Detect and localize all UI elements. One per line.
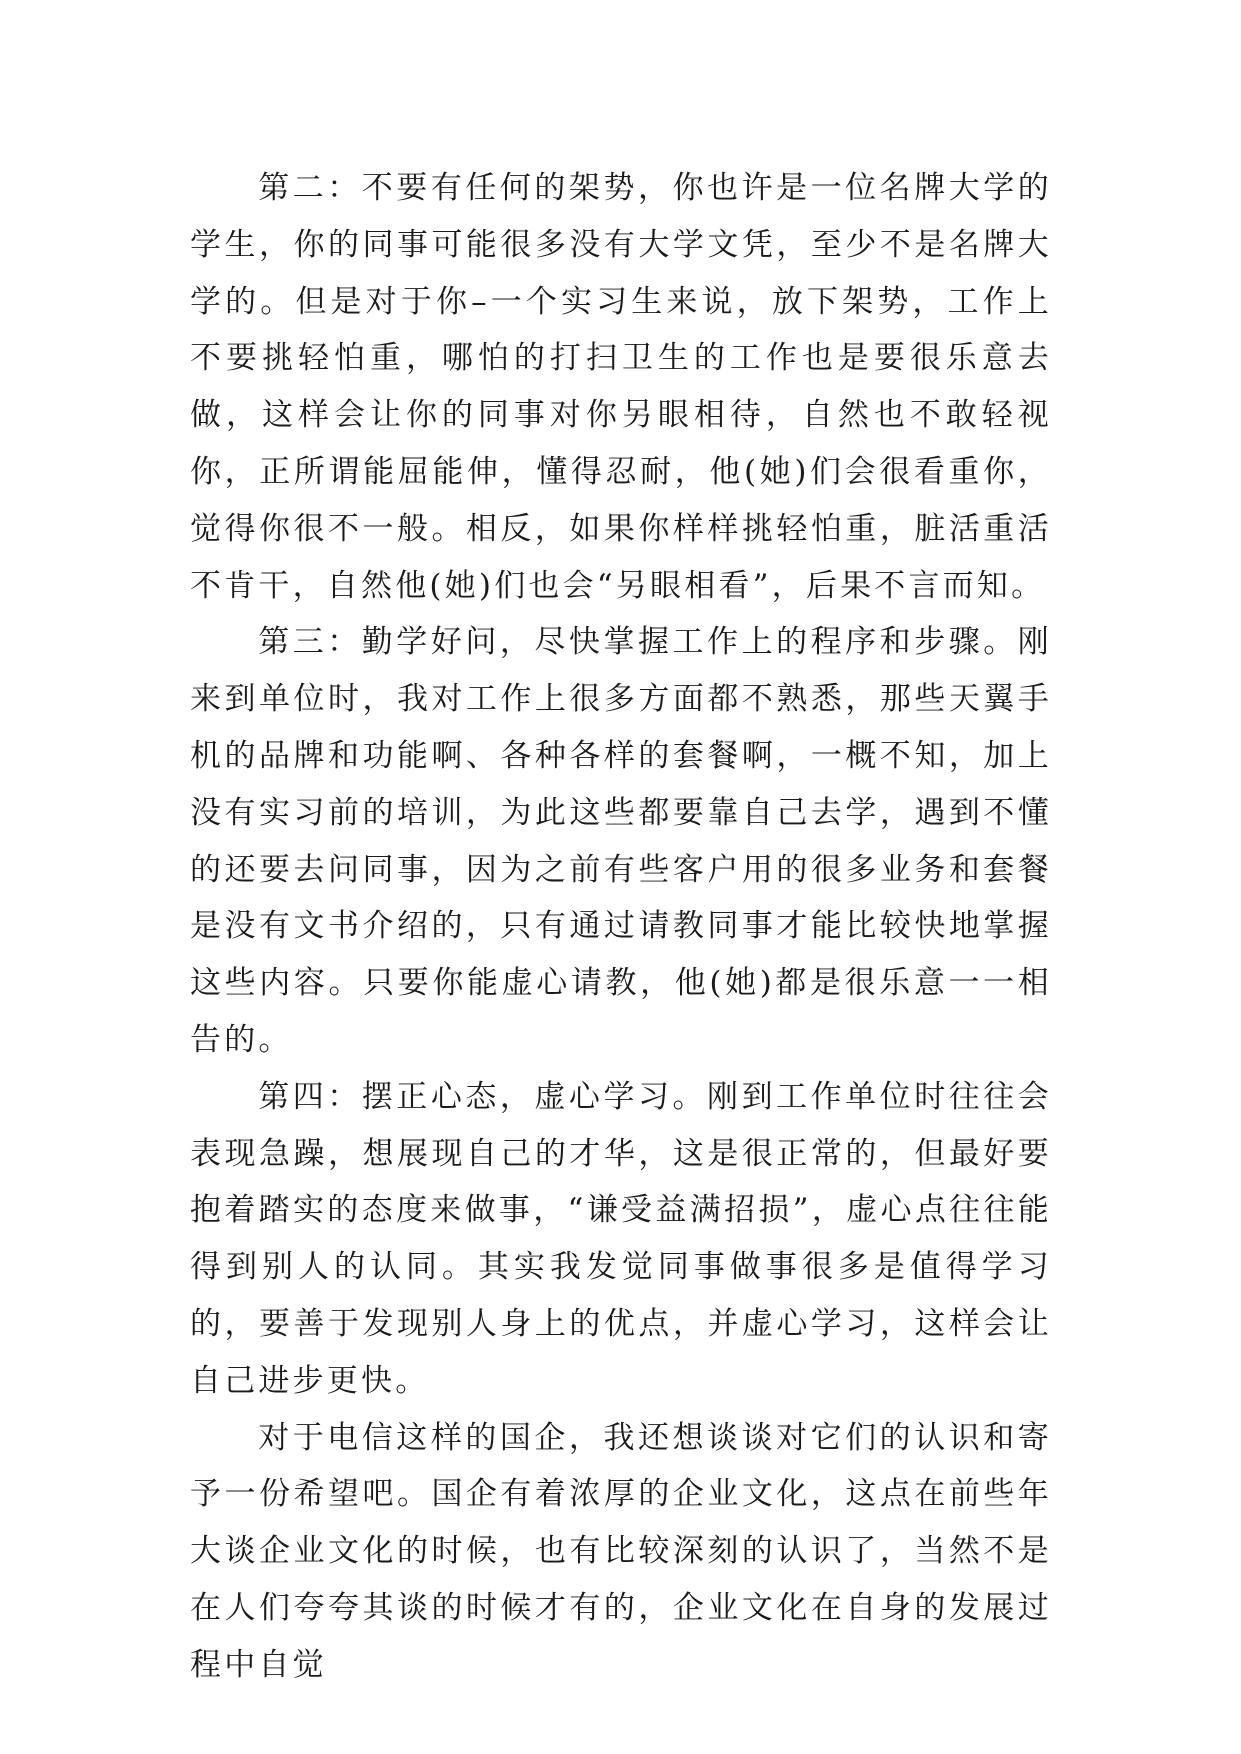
paragraph-point-two: 第二：不要有任何的架势，你也许是一位名牌大学的学生，你的同事可能很多没有大学文凭，至少不是名牌大学的。但是对于你–一个实习生来说，放下架势，工作上不要挑轻怕重，哪怕的打扫卫生的工作也是要很乐意去做，这样会让你的同事对你另眼相待，自然也不敢轻视你，正所谓能屈能伸，懂得忍耐，他(她)们会很看重你，觉得你很不一般。相反，如果你样样挑轻怕重，脏活重活不肯干，自然他(她)们也会“另眼相看”，后果不言而知。 [190, 170, 1052, 604]
paragraph-point-four: 第四：摆正心态，虚心学习。刚到工作单位时往往会表现急躁，想展现自己的才华，这是很正常的，但最好要抱着踏实的态度来做事，“谦受益满招损”，虚心点往往能得到别人的认同。其实我发觉同事做事很多是值得学习的，要善于发现别人身上的优点，并虚心学习，这样会让自己进步更快。 [190, 1078, 1052, 1399]
paragraph-point-three: 第三：勤学好问，尽快掌握工作上的程序和步骤。刚来到单位时，我对工作上很多方面都不熟悉，那些天翼手机的品牌和功能啊、各种各样的套餐啊，一概不知，加上没有实习前的培训，为此这些都要靠自己去学，遇到不懂的还要去问同事，因为之前有些客户用的很多业务和套餐是没有文书介绍的，只有通过请教同事才能比较快地掌握这些内容。只要你能虚心请教，他(她)都是很乐意一一相告的。 [190, 624, 1052, 1058]
document-body [190, 160, 1052, 1694]
paragraph-telecom-reflection: 对于电信这样的国企，我还想谈谈对它们的认识和寄予一份希望吧。国企有着浓厚的企业文化，这点在前些年大谈企业文化的时候，也有比较深刻的认识了，当然不是在人们夸夸其谈的时候才有的，企业文化在自身的发展过程中自觉 [190, 1419, 1052, 1683]
